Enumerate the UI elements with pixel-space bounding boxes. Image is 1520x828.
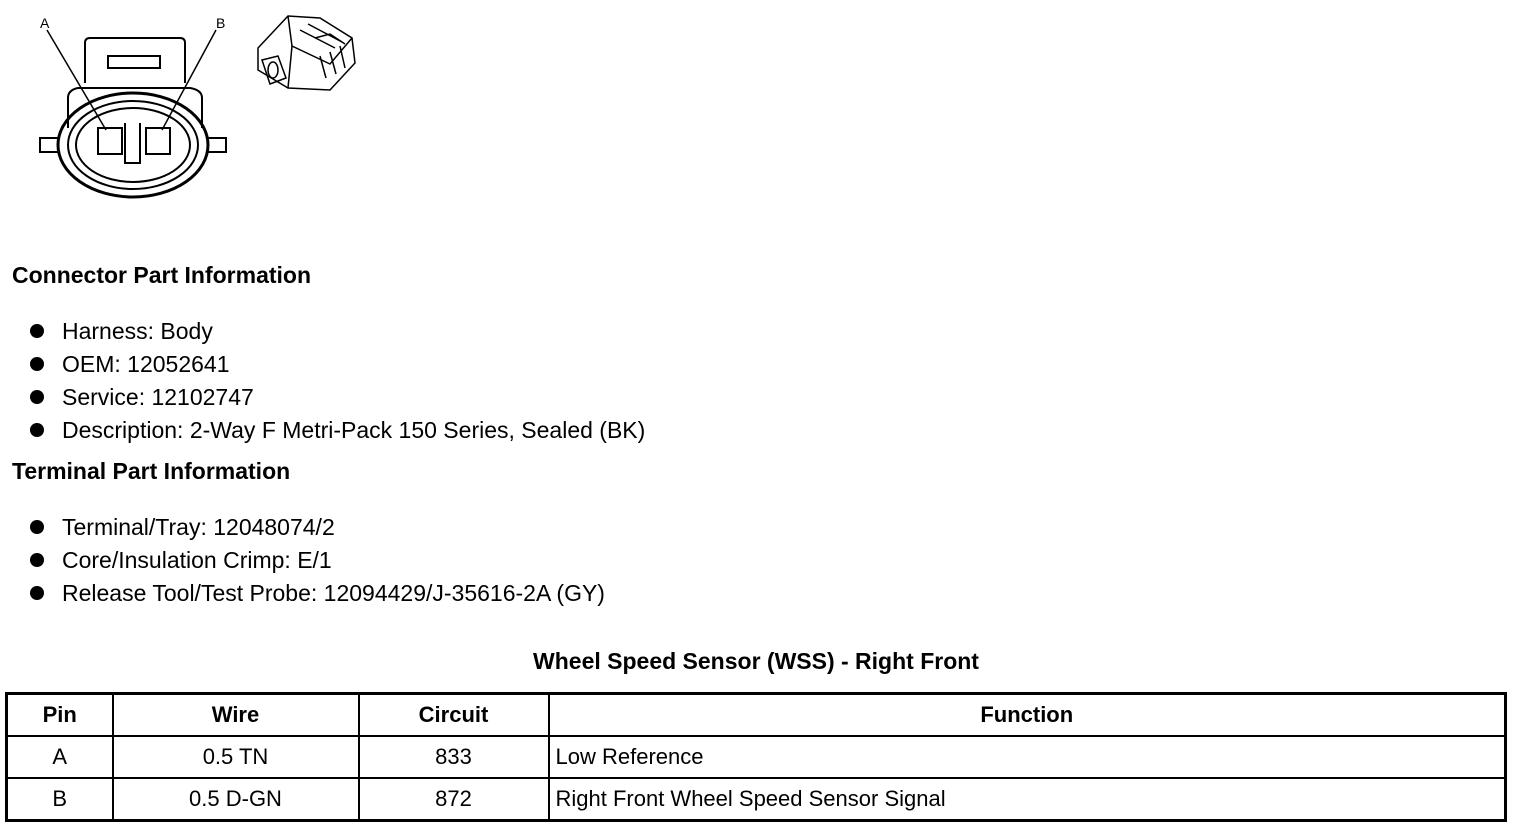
- table-row: [7, 736, 1506, 778]
- cell-function: Low Reference: [549, 736, 1506, 778]
- list-item: Terminal/Tray: 12048074/2: [30, 511, 605, 544]
- list-item: OEM: 12052641: [30, 348, 645, 381]
- header-circuit: Circuit: [359, 694, 549, 737]
- pin-label-a: A: [40, 15, 50, 31]
- list-item: Harness: Body: [30, 315, 645, 348]
- cell-wire: 0.5 D-GN: [113, 778, 359, 821]
- cell-wire: 0.5 TN: [113, 736, 359, 778]
- table-row: [7, 778, 1506, 821]
- connector-info-list: [30, 315, 645, 447]
- header-wire: Wire: [113, 694, 359, 737]
- header-pin: Pin: [7, 694, 113, 737]
- cell-pin: A: [7, 736, 113, 778]
- pin-label-b: B: [216, 15, 226, 31]
- pinout-table: [5, 692, 1507, 822]
- cell-function: Right Front Wheel Speed Sensor Signal: [549, 778, 1506, 821]
- header-function: Function: [549, 694, 1506, 737]
- connector-diagram: [30, 8, 370, 208]
- cell-pin: B: [7, 778, 113, 821]
- connector-3d-icon: [258, 16, 355, 90]
- list-item: Core/Insulation Crimp: E/1: [30, 544, 605, 577]
- list-item: Release Tool/Test Probe: 12094429/J-35616-2A (GY): [30, 577, 605, 610]
- cell-circuit: 872: [359, 778, 549, 821]
- connector-heading: Connector Part Information: [12, 262, 312, 288]
- table-title: Wheel Speed Sensor (WSS) - Right Front: [533, 648, 979, 674]
- table-header-row: [7, 694, 1506, 737]
- terminal-heading: Terminal Part Information: [12, 458, 291, 484]
- list-item: Service: 12102747: [30, 381, 645, 414]
- list-item: Description: 2-Way F Metri-Pack 150 Series, Sealed (BK): [30, 414, 645, 447]
- terminal-info-list: [30, 511, 605, 610]
- cell-circuit: 833: [359, 736, 549, 778]
